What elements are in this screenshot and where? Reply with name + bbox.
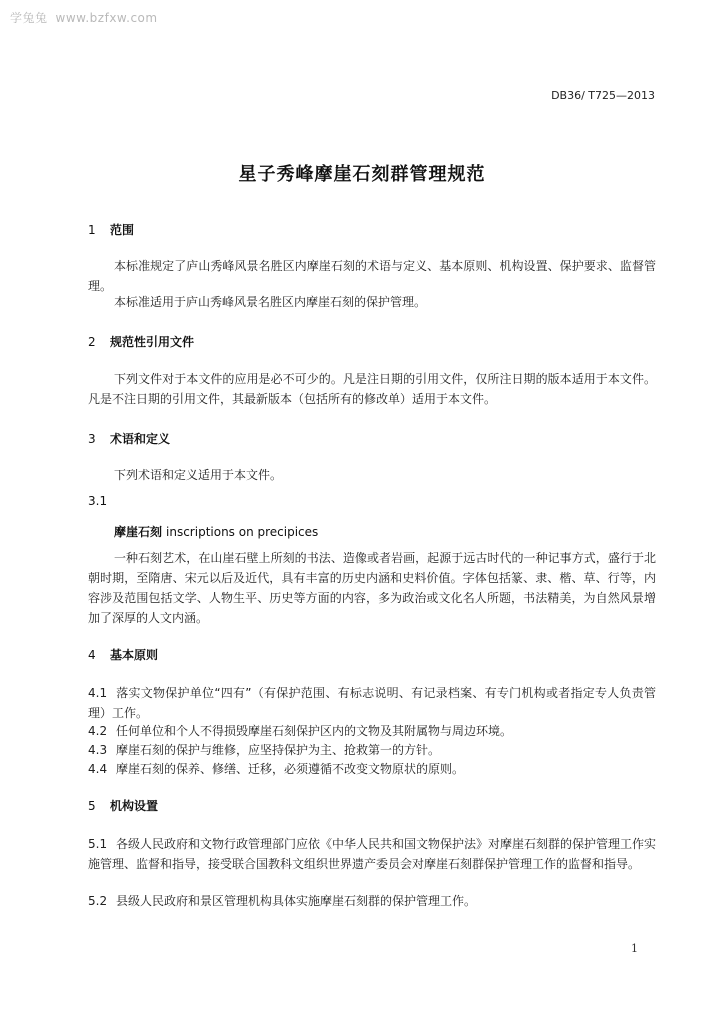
organization-item [88,834,656,874]
section-4-heading [88,646,158,663]
section-2-heading [88,333,194,350]
principle-item-number: 4.4 [88,762,108,776]
section-5-heading [88,797,158,814]
page-number: 1 [631,942,638,955]
section-1-para-2: 本标准适用于庐山秀峰风景名胜区内摩崖石刻的保护管理。 [114,295,427,309]
principle-item-number: 4.2 [88,724,108,738]
section-3-number: 3 [88,432,96,446]
organization-item-number: 5.2 [88,894,108,908]
organization-item-number: 5.1 [88,837,108,851]
section-4-title: 基本原则 [110,648,159,662]
organization-item [88,891,656,911]
section-2-number: 2 [88,335,96,349]
principle-item [88,759,656,779]
principle-item-number: 4.3 [88,743,108,757]
term-chinese: 摩崖石刻 [114,525,163,539]
section-3-title: 术语和定义 [110,432,171,446]
subsection-3-1-number: 3.1 [88,494,108,508]
principle-item [88,740,656,760]
principle-item [88,683,656,723]
principle-item [88,721,656,741]
principle-item-text: 摩崖石刻的保护与维修，应坚持保护为主、抢救第一的方针。 [116,743,441,757]
principle-item-number: 4.1 [88,686,108,700]
organization-item-text: 各级人民政府和文物行政管理部门应依《中华人民共和国文物保护法》对摩崖石刻群的保护管理工作实施管理、监督和指导，接受联合国教科文组织世界遗产委员会对摩崖石刻群保护管理工作的监督和指导。 [88,837,657,871]
standard-code: DB36/ T725—2013 [551,89,655,102]
term-english: inscriptions on precipices [166,525,319,539]
section-1-heading [88,221,134,238]
section-2-para-1: 下列文件对于本文件的应用是必不可少的。凡是注日期的引用文件，仅所注日期的版本适用于本文件。凡是不注日期的引用文件，其最新版本（包括所有的修改单）适用于本文件。 [88,372,656,406]
watermark-brand: 学兔兔 [10,11,48,25]
section-3-heading [88,430,170,447]
section-4-number: 4 [88,648,96,662]
document-title: 星子秀峰摩崖石刻群管理规范 [238,164,486,185]
section-1-title: 范围 [110,223,135,237]
principle-item-text: 落实文物保护单位“四有”（有保护范围、有标志说明、有记录档案、有专门机构或者指定专人负责管理）工作。 [88,686,656,720]
organization-item-text: 县级人民政府和景区管理机构具体实施摩崖石刻群的保护管理工作。 [116,894,477,908]
principle-item-text: 任何单位和个人不得损毁摩崖石刻保护区内的文物及其附属物与周边环境。 [116,724,513,738]
principle-item-text: 摩崖石刻的保养、修缮、迁移，必须遵循不改变文物原状的原则。 [116,762,465,776]
watermark-url: www.bzfxw.com [55,11,158,25]
term-definition: 一种石刻艺术，在山崖石壁上所刻的书法、造像或者岩画，起源于远古时代的一种记事方式，盛行于北朝时期，至隋唐、宋元以后及近代，具有丰富的历史内涵和史料价值。字体包括篆、隶、楷、草、行等，内容涉及范围包括文学、人物生平、历史等方面的内容，多为政治或文化名人所题，书法精美，为自然风景增加了深厚的人文内涵。 [88,551,656,625]
section-5-title: 机构设置 [110,799,159,813]
term-entry [114,523,318,540]
watermark [10,9,158,26]
section-2-title: 规范性引用文件 [110,335,195,349]
section-1-number: 1 [88,223,96,237]
section-5-number: 5 [88,799,96,813]
section-3-para-1: 下列术语和定义适用于本文件。 [114,468,283,482]
section-1-para-1: 本标准规定了庐山秀峰风景名胜区内摩崖石刻的术语与定义、基本原则、机构设置、保护要求、监督管理。 [88,259,656,293]
